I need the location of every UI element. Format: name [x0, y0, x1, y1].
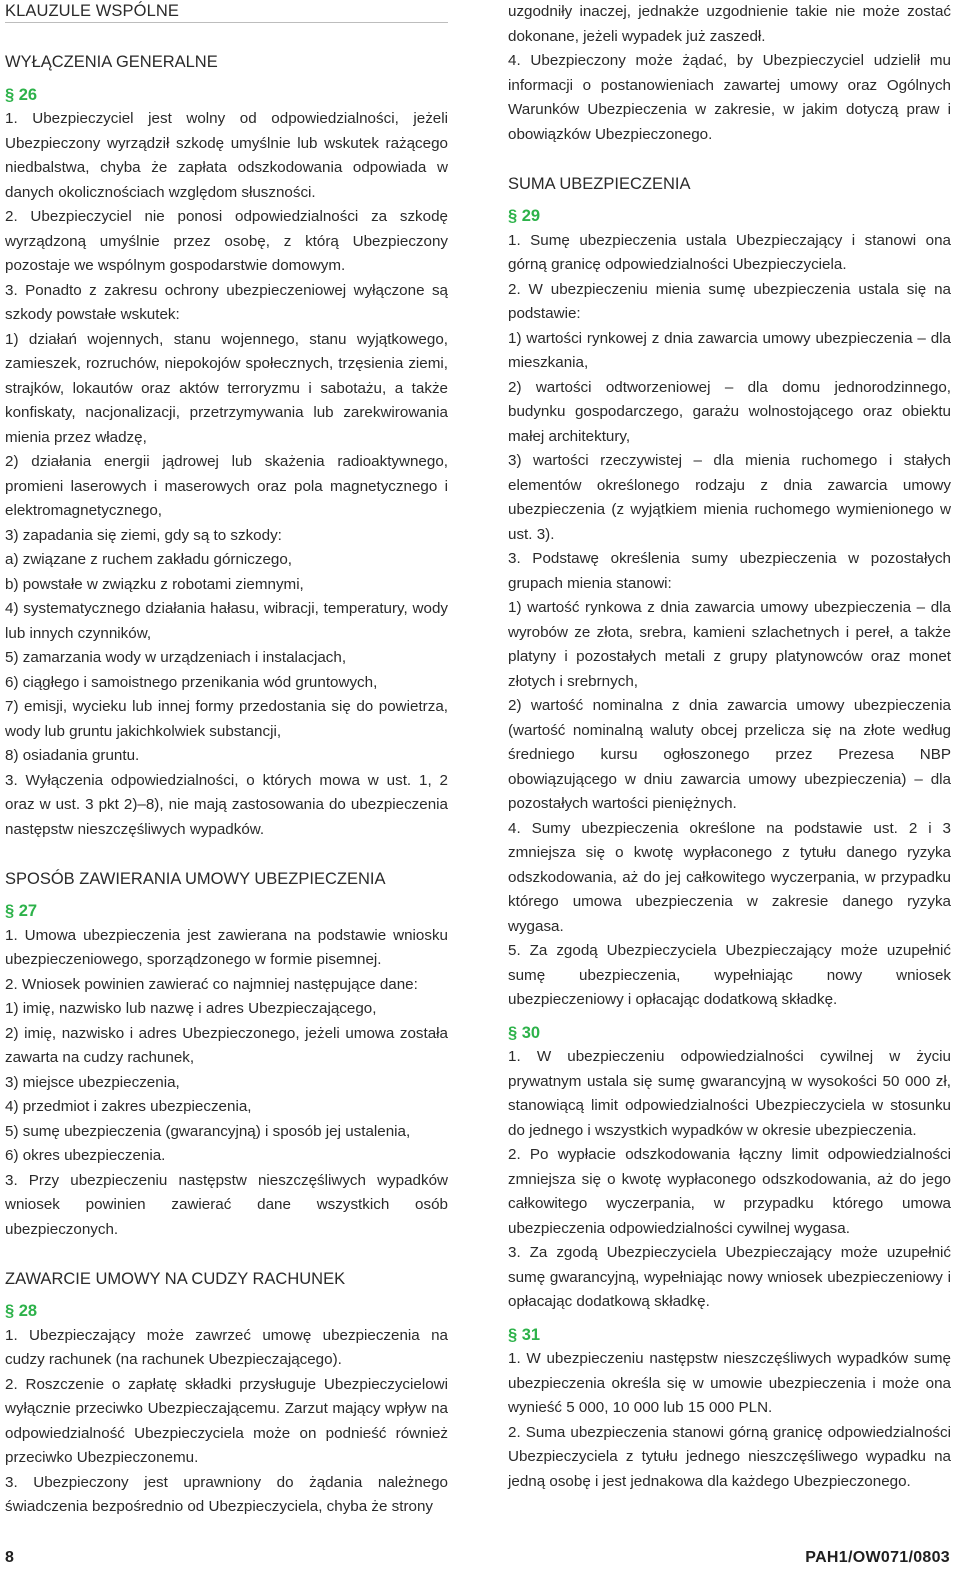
section-title-zawarcie: ZAWARCIE UMOWY NA CUDZY RACHUNEK [5, 1269, 346, 1288]
s27-p2: 2. Wniosek powinien zawierać co najmniej następujące dane: [5, 975, 418, 993]
s29-l3: 3) wartości rzeczywistej – dla mienia ruchomego i stałych elementów określonego rodzaju z dnia zawarcia umowy ubezpieczenia (z wyjątkiem mienia ruchomego wymienionego w ust. 3). [508, 452, 951, 543]
s27-l2: 2) imię, nazwisko i adres Ubezpieczonego, jeżeli umowa została zawarta na cudzy rachunek, [5, 1024, 448, 1066]
paragraph-number-26: § 26 [5, 85, 38, 104]
s29-p2: 2. W ubezpieczeniu mienia sumę ubezpieczenia ustala się na podstawie: [508, 280, 951, 322]
s26-l5: 5) zamarzania wody w urządzeniach i instalacjach, [5, 649, 347, 666]
s27-l3: 3) miejsce ubezpieczenia, [5, 1073, 180, 1091]
s26-p4: 3. Wyłączenia odpowiedzialności, o których mowa w ust. 1, 2 oraz w ust. 3 pkt 2)–8), nie mają zastosowania do ubezpieczenia następstw nieszczęśliwych wypadków. [5, 771, 448, 838]
s28-continuation: uzgodniły inaczej, jednakże uzgodnienie takie nie może zostać dokonane, jeżeli wypadek już zaszedł. [508, 3, 951, 45]
running-header: KLAUZULE WSPÓLNE [5, 0, 448, 23]
s26-l6: 6) ciągłego i samoistnego przenikania wód gruntowych, [5, 673, 378, 691]
s27-p3: 3. Przy ubezpieczeniu następstw nieszczęśliwych wypadków wniosek powinien zawierać dane wszystkich osób ubezpieczonych. [5, 1171, 448, 1238]
s26-p2: 2. Ubezpieczyciel nie ponosi odpowiedzialności za szkodę wyrządzoną umyślnie przez osobę, z którą Ubezpieczony pozostaje we wspólnym gospodarstwie domowym. [5, 208, 448, 274]
s29-p3-l1: 1) wartość rynkowa z dnia zawarcia umowy ubezpieczenia – dla wyrobów ze złota, srebra, kamieni szlachetnych i pereł, a także platyny i pozostałych metali z grupy platynowców oraz monet złotych i srebrnych, [508, 599, 951, 690]
s30-p2: 2. Po wypłacie odszkodowania łączny limit odpowiedzialności zmniejsza się o kwotę wypłaconego odszkodowania, aż do jego całkowitego wyczerpania, w przypadku którego umowa ubezpieczenia odpowiedzialności cywilnej wygasa. [508, 1146, 951, 1237]
s29-p1: 1. Sumę ubezpieczenia ustala Ubezpieczający i stanowi ona górną granicę odpowiedzialności Ubezpieczyciela. [508, 231, 951, 273]
s29-p3-l2: 2) wartość nominalna z dnia zawarcia umowy ubezpieczenia (wartość nominalną waluty obcej przelicza się na złote według średniego kursu ogłoszonego przez Prezesa NBP obowiązującego w dniu zawarcia umowy ubezpieczenia) – dla pozostałych wartości pieniężnych. [508, 697, 951, 812]
s27-l4: 4) przedmiot i zakres ubezpieczenia, [5, 1098, 252, 1115]
s31-p1: 1. W ubezpieczeniu następstw nieszczęśliwych wypadków sumę ubezpieczenia określa się w umowie ubezpieczenia i może ona wynieść 5 000, 10 000 lub 15 000 PLN. [508, 1350, 951, 1416]
s29-p3: 3. Podstawę określenia sumy ubezpieczenia w pozostałych grupach mienia stanowi: [508, 550, 951, 592]
s31-p2: 2. Suma ubezpieczenia stanowi górną granicę odpowiedzialności Ubezpieczyciela z tytułu jednego nieszczęśliwego wypadku na jedną osobę i jest jednakowa dla każdego Ubezpieczonego. [508, 1423, 951, 1490]
paragraph-number-31: § 31 [508, 1325, 541, 1344]
left-column [5, 0, 448, 1520]
section-title-wylaczenia: WYŁĄCZENIA GENERALNE [5, 53, 218, 71]
s29-p4: 4. Sumy ubezpieczenia określone na podstawie ust. 2 i 3 zmniejsza się o kwotę wypłaconego z tytułu danego ryzyka odszkodowania, aż do jej całkowitego wyczerpania, w przypadku którego umowa ubezpieczenia w zakresie danego ryzyka wygasa. [508, 819, 951, 935]
s30-p1: 1. W ubezpieczeniu odpowiedzialności cywilnej w życiu prywatnym ustala się sumę gwarancyjną w wysokości 50 000 zł, stanowiącą limit odpowiedzialności Ubezpieczyciela w stosunku do jednego i wszystkich wypadków w okresie ubezpieczenia. [508, 1048, 951, 1139]
s26-l2: 2) działania energii jądrowej lub skażenia radioaktywnego, promieni laserowych i maserowych oraz pola magnetycznego i elektromagnetycznego, [5, 453, 448, 519]
s29-l2: 2) wartości odtworzeniowej – dla domu jednorodzinnego, budynku gospodarczego, garażu wolnostojącego oraz obiektu małej architektury, [508, 378, 951, 445]
paragraph-number-30: § 30 [508, 1023, 541, 1042]
paragraph-number-29: § 29 [508, 207, 541, 225]
s26-l4: 4) systematycznego działania hałasu, wibracji, temperatury, wody lub innych czynników, [5, 600, 448, 642]
s26-p1: 1. Ubezpieczyciel jest wolny od odpowiedzialności, jeżeli Ubezpieczony wyrządził szkodę umyślnie lub wskutek rażącego niedbalstwa, chyba że zapłata odszkodowania odpowiada w danych okolicznościach względom słuszności. [5, 110, 448, 201]
s26-l3: 3) zapadania się ziemi, gdy są to szkody: [5, 526, 282, 544]
s27-l1: 1) imię, nazwisko lub nazwę i adres Ubezpieczającego, [5, 1000, 377, 1017]
right-column [508, 0, 951, 1494]
s26-l3b: b) powstałe w związku z robotami ziemnymi, [5, 575, 304, 593]
s26-l1: 1) działań wojennych, stanu wojennego, stanu wyjątkowego, zamieszek, rozruchów, niepokojów społecznych, trzęsienia ziemi, strajków, lokautów oraz aktów terroryzmu i sabotażu, a także konfiskaty, nacjonalizacji, przetrzymywania lub zarekwirowania mienia przez władzę, [5, 330, 448, 446]
s27-l5: 5) sumę ubezpieczenia (gwarancyjną) i sposób jej ustalenia, [5, 1122, 411, 1140]
s28-p4: 4. Ubezpieczony może żądać, by Ubezpieczyciel udzielił mu informacji o postanowieniach zawartej umowy oraz Ogólnych Warunków Ubezpieczenia w zakresie, w jakim dotyczą praw i obowiązków Ubezpieczonego. [508, 52, 951, 143]
s26-l7: 7) emisji, wycieku lub innej formy przedostania się do powietrza, wody lub gruntu jakichkolwiek substancji, [5, 698, 448, 740]
paragraph-number-28: § 28 [5, 1302, 38, 1320]
s27-l6: 6) okres ubezpieczenia. [5, 1147, 166, 1164]
paragraph-number-27: § 27 [5, 902, 38, 920]
s26-l3a: a) związane z ruchem zakładu górniczego, [5, 551, 293, 568]
s30-p3: 3. Za zgodą Ubezpieczyciela Ubezpieczający może uzupełnić sumę gwarancyjną, wypełniając nowy wniosek ubezpieczeniowy i opłacając dodatkową składkę. [508, 1244, 951, 1310]
s28-p2: 2. Roszczenie o zapłatę składki przysługuje Ubezpieczycielowi wyłącznie przeciwko Ubezpieczającemu. Zarzut mający wpływ na odpowiedzialność Ubezpieczyciela może on podnieść również przeciwko Ubezpieczonemu. [5, 1375, 448, 1466]
s29-l1: 1) wartości rynkowej z dnia zawarcia umowy ubezpieczenia – dla mieszkania, [508, 329, 951, 371]
page-number: 8 [5, 1549, 14, 1566]
section-title-suma: SUMA UBEZPIECZENIA [508, 174, 691, 193]
s26-p3: 3. Ponadto z zakresu ochrony ubezpieczeniowej wyłączone są szkody powstałe wskutek: [5, 281, 448, 323]
s28-p1: 1. Ubezpieczający może zawrzeć umowę ubezpieczenia na cudzy rachunek (na rachunek Ubezpieczającego). [5, 1326, 448, 1368]
s26-l8: 8) osiadania gruntu. [5, 747, 140, 764]
s28-p3: 3. Ubezpieczony jest uprawniony do żądania należnego świadczenia bezpośrednio od Ubezpieczyciela, chyba że strony [5, 1473, 448, 1515]
document-code: PAH1/OW071/0803 [805, 1549, 950, 1566]
section-title-sposob: SPOSÓB ZAWIERANIA UMOWY UBEZPIECZENIA [5, 869, 386, 888]
s29-p5: 5. Za zgodą Ubezpieczyciela Ubezpieczający może uzupełnić sumę ubezpieczenia, wypełniając nowy wniosek ubezpieczeniowy i opłacając dodatkową składkę. [508, 942, 951, 1008]
s27-p1: 1. Umowa ubezpieczenia jest zawierana na podstawie wniosku ubezpieczeniowego, sporządzonego w formie pisemnej. [5, 926, 448, 968]
